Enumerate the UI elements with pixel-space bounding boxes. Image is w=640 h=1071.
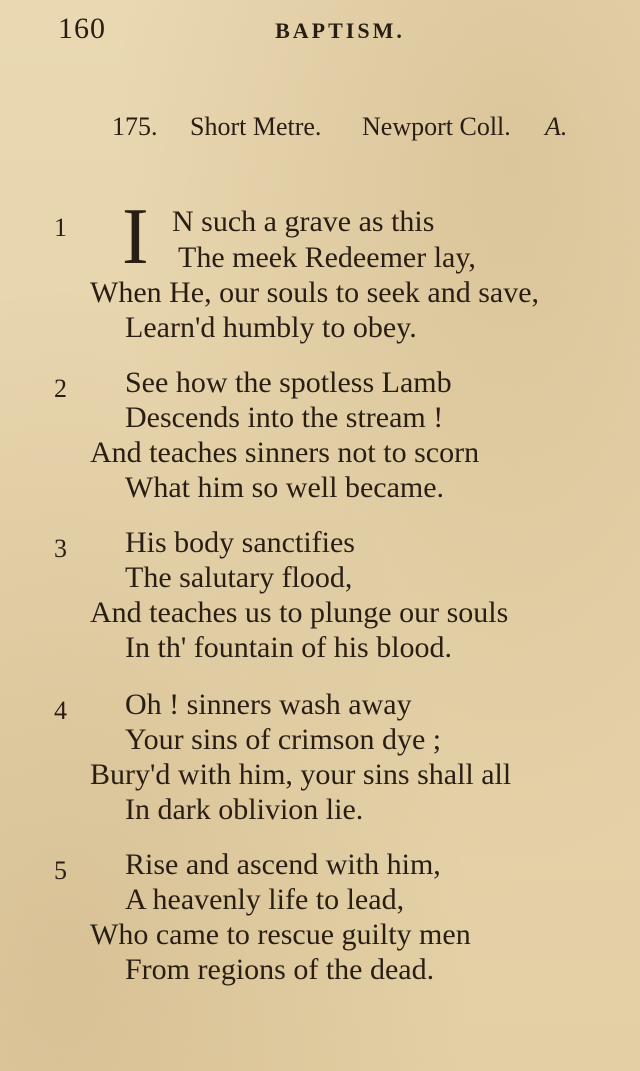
- verse-line: A heavenly life to lead,: [125, 883, 405, 916]
- hymn-number: 175.: [112, 112, 158, 141]
- hymn-heading: [0, 112, 640, 152]
- hymn-key: A.: [545, 112, 568, 141]
- page-header: [0, 8, 640, 48]
- verse-line: See how the spotless Lamb: [125, 366, 452, 399]
- verse-line: When He, our souls to seek and save,: [90, 276, 540, 309]
- stanza-number: 1: [54, 213, 67, 242]
- page-number: 160: [58, 12, 106, 45]
- verse-line: And teaches us to plunge our souls: [90, 596, 509, 629]
- verse-line: Rise and ascend with him,: [125, 848, 441, 881]
- verse-line: Descends into the stream !: [125, 401, 444, 434]
- verse-line: Oh ! sinners wash away: [125, 688, 412, 721]
- verse-line: In dark oblivion lie.: [125, 793, 364, 826]
- drop-cap: I: [122, 193, 149, 281]
- verse-line: His body sanctifies: [125, 526, 355, 559]
- verse-line: The meek Redeemer lay,: [178, 241, 476, 274]
- stanza-number: 4: [54, 696, 67, 725]
- hymn-tune: Newport Coll.: [362, 112, 511, 141]
- verse-line: From regions of the dead.: [125, 953, 435, 986]
- first-line-rest: N such a grave as this: [172, 205, 435, 238]
- hymn-metre: Short Metre.: [190, 112, 322, 141]
- verse-line: And teaches sinners not to scorn: [90, 436, 480, 469]
- stanza-number: 5: [54, 856, 67, 885]
- verse-line: The salutary flood,: [125, 561, 353, 594]
- verse-line: Learn'd humbly to obey.: [125, 311, 417, 344]
- verse-line: What him so well became.: [125, 471, 445, 504]
- running-head: BAPTISM.: [275, 18, 405, 43]
- verse-line: Bury'd with him, your sins shall all: [90, 758, 512, 791]
- stanza-number: 3: [54, 534, 67, 563]
- verse-line: Your sins of crimson dye ;: [125, 723, 442, 756]
- verse-line: In th' fountain of his blood.: [125, 631, 453, 664]
- stanza-number: 2: [54, 374, 67, 403]
- verse-line: Who came to rescue guilty men: [90, 918, 471, 951]
